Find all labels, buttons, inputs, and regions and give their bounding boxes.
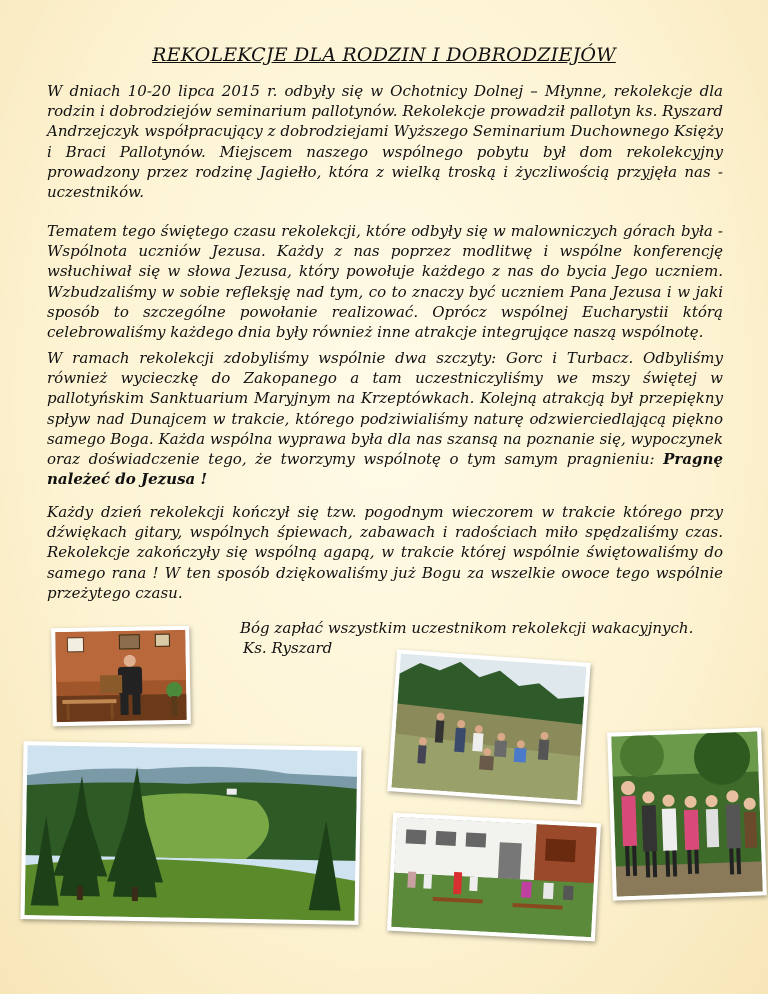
motto-bold: Pragnę należeć do Jezusa ! (47, 450, 723, 489)
thanks-line: Bóg zapłać wszystkim uczestnikom rekolekcji wakacyjnych. (240, 619, 694, 637)
paragraph-theme: Tematem tego świętego czasu rekolekcji, które odbyły się w malowniczych górach była - Wspólnota uczniów Jezusa. Każdy z nas poprzez modlitwę i wspólne konferencję wsłuchiwał się w słowa Jezusa, który powołuje każdego z nas do bycia Jego uczniem. Wzbudzaliśmy w sobie refleksję nad tym, co to znaczy być uczniem Pana Jezusa i w jaki sposób to szczególne powołanie realizować. Oprócz wspólnej Eucharystii którą celebrowaliśmy każdego dnia były również inne atrakcje integrujące naszą wspólnotę. (47, 222, 723, 342)
closing-thanks (240, 618, 693, 658)
photo-gathering-outdoor (387, 813, 601, 942)
photo-group-hillside (387, 649, 590, 804)
paragraph-trips (47, 348, 723, 489)
paragraph-evenings: Każdy dzień rekolekcji kończył się tzw. pogodnym wieczorem w trakcie którego przy dźwiękach gitary, wspólnych śpiewach, zabawach i radościach miło spędzaliśmy czas. Rekolekcje zakończyły się wspólną agapą, w trakcie której wspólnie świętowaliśmy do samego rana ! W ten sposób dziękowaliśmy już Bogu za wszelkie owoce tego wspólnie przeżytego czasu. (47, 503, 723, 602)
photo-guitar-player (51, 626, 191, 726)
photo-hikers-forest (607, 727, 767, 900)
paragraph-intro: W dniach 10-20 lipca 2015 r. odbyły się w Ochotnicy Dolnej – Młynne, rekolekcje dla rodzin i dobrodziejów seminarium pallotynów. Rekolekcje prowadził pallotyn ks. Ryszard Andrzejczyk współpracujący z dobrodziejami Wyższego Seminarium Duchownego Księży i Braci Pallotynów. Miejscem naszego wspólnego pobytu był dom rekolekcyjny prowadzony przez rodzinę Jagiełło, która z wielką troską i życzliwością przyjęła nas - uczestników. (47, 82, 723, 202)
photo-mountain-landscape (20, 741, 361, 925)
paragraph-trips-text: W ramach rekolekcji zdobyliśmy wspólnie dwa szczyty: Gorc i Turbacz. Odbyliśmy również wycieczkę do Zakopanego a tam uczestniczyliśmy we mszy świętej w pallotyńskim Sanktuarium Maryjnym na Krzeptówkach. Kolejną atrakcją był przepiękny spływ nad Dunajcem w trakcie, którego podziwialiśmy naturę odzwierciedlającą piękno samego Boga. Każda wspólna wyprawa była dla nas szansą na poznanie się, wypoczynek oraz doświadczenie tego, że tworzymy wspólnotę o tym samym pragnieniu: (47, 349, 723, 469)
signature: Ks. Ryszard (243, 639, 333, 658)
page-title: REKOLEKCJE DLA RODZIN I DOBRODZIEJÓW (152, 44, 616, 66)
